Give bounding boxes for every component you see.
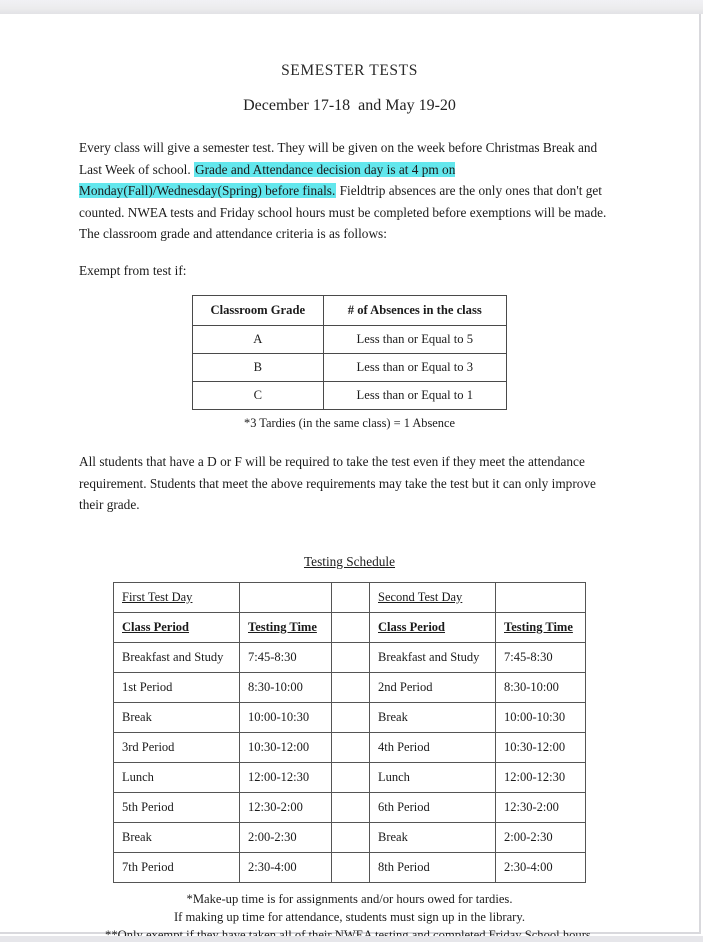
cell-absences: Less than or Equal to 3: [323, 354, 506, 382]
column-header-testing-time-day2: Testing Time: [496, 612, 586, 642]
cell-time-day1: 12:30-2:00: [240, 792, 332, 822]
cell-time-day2: 2:30-4:00: [496, 852, 586, 882]
table-row: [114, 702, 586, 732]
table-row: [114, 732, 586, 762]
cell-period-day1: 1st Period: [114, 672, 240, 702]
cell-time-day1: 10:30-12:00: [240, 732, 332, 762]
table-row: [114, 672, 586, 702]
tardy-conversion-note: *3 Tardies (in the same class) = 1 Absence: [244, 416, 455, 431]
document-page: [0, 14, 701, 934]
column-header-class-period-day1: Class Period: [114, 612, 240, 642]
cell-absences: Less than or Equal to 5: [323, 326, 506, 354]
cell-period-day1: Lunch: [114, 762, 240, 792]
table-row: [193, 326, 507, 354]
footnote-library-signup: If making up time for attendance, students must sign up in the library.: [173, 910, 526, 925]
table-row: [193, 354, 507, 382]
cell-grade: A: [193, 326, 324, 354]
cell-period-day2: Break: [370, 822, 496, 852]
viewer-top-chrome: [0, 0, 703, 14]
cell-time-day1: 12:00-12:30: [240, 762, 332, 792]
column-header-class-period-day2: Class Period: [370, 612, 496, 642]
policy-paragraph: All students that have a D or F will be required to take the test even if they meet the attendance requirement. Students that meet the above requirements may take the test but it can only improve their grade.: [79, 454, 596, 513]
exempt-lead-in: Exempt from test if:: [79, 262, 187, 278]
spacer-cell: [332, 822, 370, 852]
footnote-makeup-time: *Make-up time is for assignments and/or hours owed for tardies.: [186, 891, 513, 906]
highlighted-policy-text: Grade and Attendance decision day is at 4 pm on Monday(Fall)/Wednesday(Spring) before finals.: [79, 161, 456, 199]
schedule-table-container: [0, 582, 699, 883]
testing-schedule-heading: Testing Schedule: [303, 553, 396, 569]
cell-period-day1: 7th Period: [114, 852, 240, 882]
table-header-row: [193, 296, 507, 326]
cell-period-day1: 5th Period: [114, 792, 240, 822]
cell-period-day1: Break: [114, 822, 240, 852]
spacer-cell: [332, 582, 370, 612]
spacer-cell: [332, 732, 370, 762]
cell-period-day2: 2nd Period: [370, 672, 496, 702]
testing-schedule-table: [113, 582, 586, 883]
cell-period-day2: Lunch: [370, 762, 496, 792]
intro-text-part-1: Every class will give a semester test. They will be given on the week before Christmas Break and Last Week of school.: [79, 140, 598, 177]
column-header-testing-time-day1: Testing Time: [240, 612, 332, 642]
spacer-cell: [332, 612, 370, 642]
spacer-cell: [332, 792, 370, 822]
cell-grade: B: [193, 354, 324, 382]
cell-time-day1: 2:30-4:00: [240, 852, 332, 882]
cell-time-day2: 10:00-10:30: [496, 702, 586, 732]
column-header-classroom-grade: Classroom Grade: [193, 296, 324, 326]
intro-paragraph: [79, 137, 620, 245]
spacer-cell: [332, 852, 370, 882]
table-row: [114, 822, 586, 852]
cell-time-day2: 10:30-12:00: [496, 732, 586, 762]
viewer-bottom-chrome: [0, 936, 703, 942]
cell-time-day2: 2:00-2:30: [496, 822, 586, 852]
cell-time-day2: 8:30-10:00: [496, 672, 586, 702]
schedule-column-header-row: [114, 612, 586, 642]
cell-absences: Less than or Equal to 1: [323, 382, 506, 410]
table-row: [114, 642, 586, 672]
cell-time-day2: 12:00-12:30: [496, 762, 586, 792]
cell-period-day2: 4th Period: [370, 732, 496, 762]
spacer-cell: [332, 702, 370, 732]
cell-period-day1: Break: [114, 702, 240, 732]
second-test-day-label: Second Test Day: [370, 582, 496, 612]
table-row: [114, 792, 586, 822]
cell-period-day1: 3rd Period: [114, 732, 240, 762]
table-row: [114, 762, 586, 792]
cell-time-day1: 7:45-8:30: [240, 642, 332, 672]
cell-time-day2: 7:45-8:30: [496, 642, 586, 672]
spacer-cell: [332, 672, 370, 702]
empty-cell: [496, 582, 586, 612]
cell-time-day1: 10:00-10:30: [240, 702, 332, 732]
cell-time-day1: 2:00-2:30: [240, 822, 332, 852]
spacer-cell: [332, 762, 370, 792]
table-row: [114, 852, 586, 882]
table-row: [193, 382, 507, 410]
page-title: SEMESTER TESTS: [281, 62, 418, 79]
page-subtitle-dates: December 17-18 and May 19-20: [243, 97, 456, 114]
cell-time-day1: 8:30-10:00: [240, 672, 332, 702]
exemption-criteria-table: [192, 295, 507, 410]
empty-cell: [240, 582, 332, 612]
cell-period-day2: 6th Period: [370, 792, 496, 822]
exemption-table-container: [0, 295, 699, 410]
cell-grade: C: [193, 382, 324, 410]
cell-time-day2: 12:30-2:00: [496, 792, 586, 822]
cell-period-day2: Breakfast and Study: [370, 642, 496, 672]
intro-text-part-2: Fieldtrip absences are the only ones that don't get counted. NWEA tests and Friday school hours must be completed before exemptions will be made. The classroom grade and attendance criteria is as follows:: [79, 183, 607, 242]
column-header-absences: # of Absences in the class: [323, 296, 506, 326]
first-test-day-label: First Test Day: [114, 582, 240, 612]
cell-period-day2: 8th Period: [370, 852, 496, 882]
spacer-cell: [332, 642, 370, 672]
cell-period-day1: Breakfast and Study: [114, 642, 240, 672]
schedule-day-label-row: [114, 582, 586, 612]
cell-period-day2: Break: [370, 702, 496, 732]
